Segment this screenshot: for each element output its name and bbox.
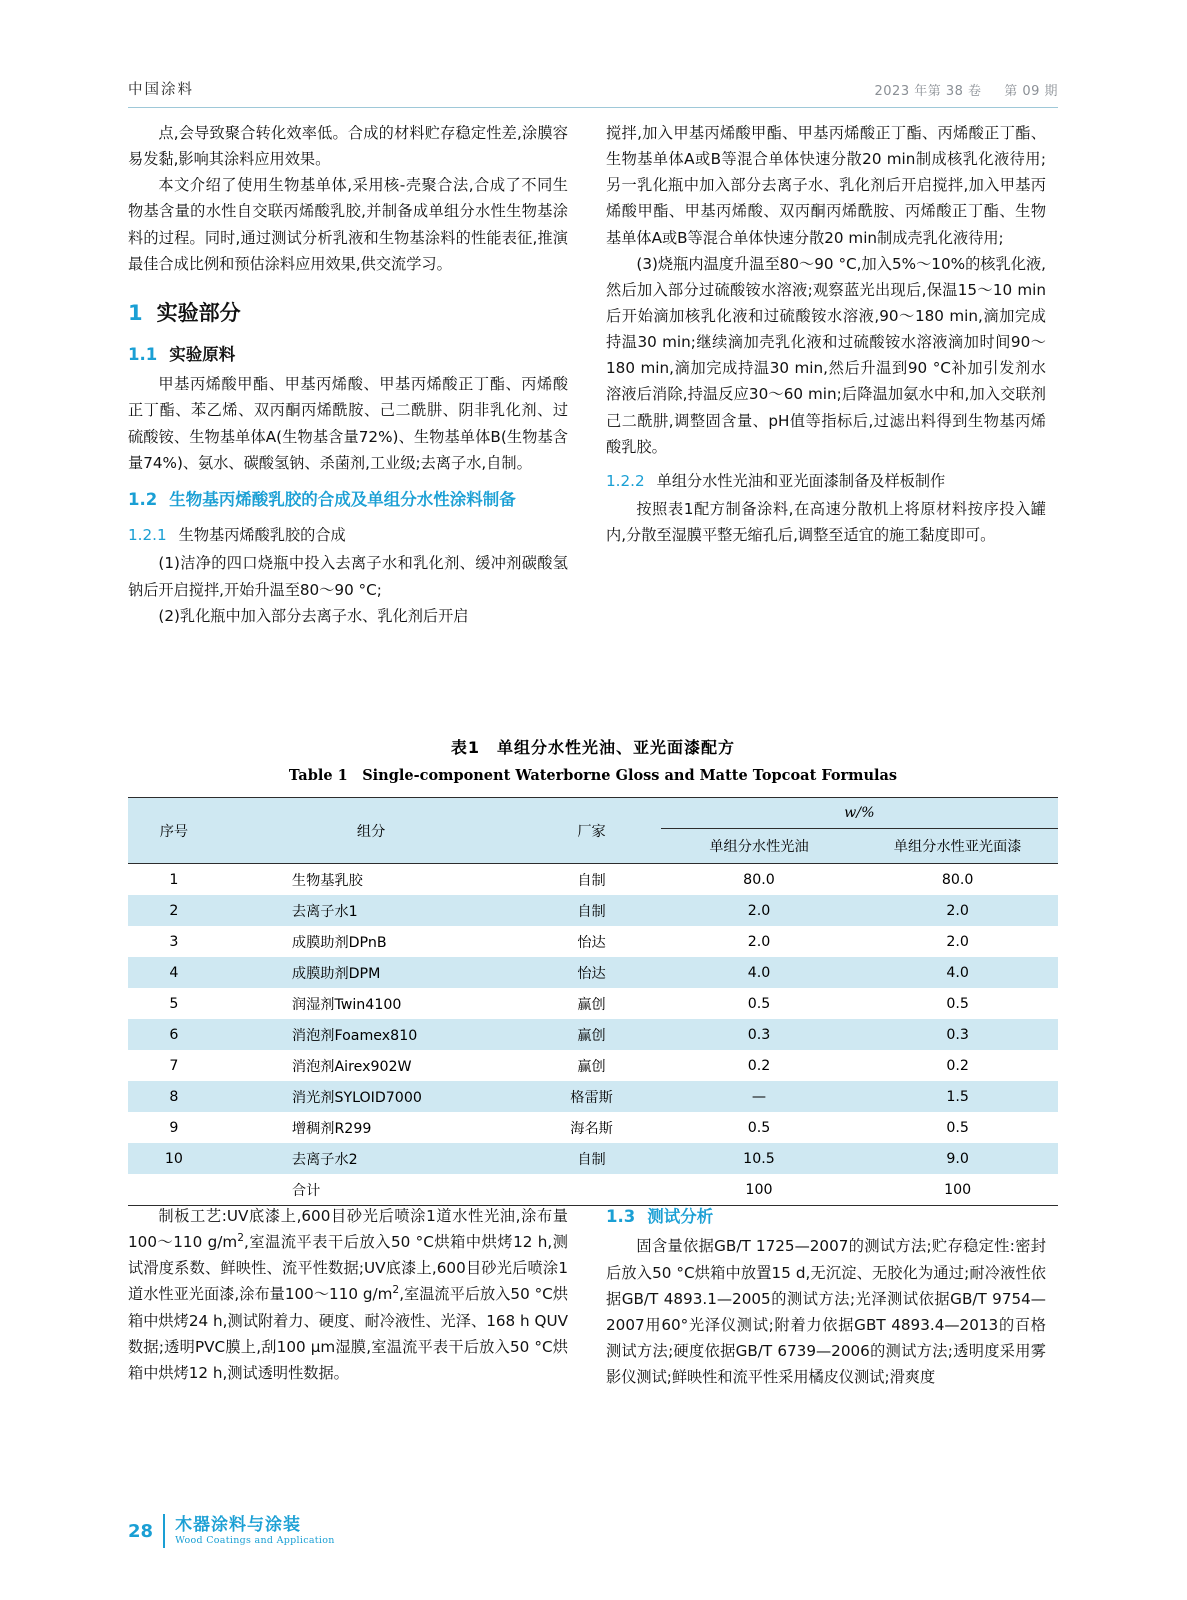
formula-table bbox=[128, 797, 1058, 1206]
table-row bbox=[128, 957, 1058, 988]
section-heading-1-2-2 bbox=[606, 468, 1046, 494]
section-heading-1-2 bbox=[128, 486, 568, 514]
cell-component: 消泡剂Foamex810 bbox=[291, 1027, 418, 1044]
cell-no: 1 bbox=[169, 871, 179, 888]
page-number: 28 bbox=[128, 1520, 154, 1542]
cell-no: 9 bbox=[169, 1119, 179, 1136]
cell-no: 6 bbox=[169, 1026, 179, 1043]
col-header-no: 序号 bbox=[128, 798, 220, 864]
page-header bbox=[128, 78, 1058, 108]
col-header-gloss: 单组分水性光油 bbox=[661, 829, 857, 864]
section-title: 生物基丙烯酸乳胶的合成 bbox=[178, 526, 346, 545]
cell-matte: 1.5 bbox=[946, 1088, 969, 1105]
footer-brand-en: Wood Coatings and Application bbox=[175, 1534, 335, 1546]
table-caption-en: Table 1 Single-component Waterborne Gloss and Matte Topcoat Formulas bbox=[288, 767, 898, 784]
issue-year: 2023 年第 38 卷 bbox=[874, 84, 982, 99]
cell-component: 消光剂SYLOID7000 bbox=[291, 1089, 422, 1106]
section-number: 1.2 bbox=[128, 489, 158, 509]
cell-no: 3 bbox=[169, 933, 179, 950]
cell-component: 去离子水1 bbox=[291, 903, 358, 920]
paragraph: (2)乳化瓶中加入部分去离子水、乳化剂后开启 bbox=[158, 606, 469, 625]
section-title: 实验部分 bbox=[156, 300, 241, 325]
table-row bbox=[128, 988, 1058, 1019]
cell-gloss: 0.3 bbox=[747, 1026, 771, 1043]
footer-brand-cn: 木器涂料与涂装 bbox=[175, 1515, 302, 1536]
cell-manufacturer: 自制 bbox=[577, 903, 606, 920]
cell-manufacturer: 赢创 bbox=[577, 996, 606, 1013]
col-header-wpercent: w/% bbox=[661, 798, 1058, 829]
section-heading-1-3 bbox=[606, 1203, 1046, 1231]
paragraph: 甲基丙烯酸甲酯、甲基丙烯酸、甲基丙烯酸正丁酯、丙烯酸正丁酯、苯乙烯、双丙酮丙烯酰胺、己二酰肼、阴非乳化剂、过硫酸铵、生物基单体A(生物基含量72%)、生物基单体B(生物基含量74%)、氨水、碳酸氢钠、杀菌剂,工业级;去离子水,自制。 bbox=[128, 375, 568, 472]
table-row bbox=[128, 1050, 1058, 1081]
cell-manufacturer: 赢创 bbox=[577, 1058, 606, 1075]
table-body bbox=[128, 864, 1058, 1206]
journal-name: 中国涂料 bbox=[128, 82, 194, 98]
text-part: ,室温流平后放入50 °C烘箱中烘烤24 h,测试附着力、硬度、耐冷液性、光泽、168 h QUV数据;透明PVC膜上,刮100 μm湿膜,室温流平表干后放入50 °C烘箱中烘烤12 h,测试透明性数据。 bbox=[128, 1285, 568, 1382]
section-title: 测试分析 bbox=[647, 1207, 714, 1226]
footer-brand bbox=[175, 1516, 335, 1546]
footer-divider bbox=[163, 1514, 165, 1548]
section-heading-1 bbox=[128, 295, 568, 331]
cell-manufacturer: 怡达 bbox=[577, 965, 606, 982]
page-footer bbox=[128, 1514, 335, 1548]
cell-gloss: 4.0 bbox=[747, 964, 771, 981]
section-number: 1.2.2 bbox=[606, 471, 645, 490]
section-heading-1-1 bbox=[128, 341, 568, 369]
col-header-manufacturer: 厂家 bbox=[522, 798, 660, 864]
table-row bbox=[128, 926, 1058, 957]
section-heading-1-2-1 bbox=[128, 522, 568, 548]
cell-gloss: 10.5 bbox=[743, 1150, 775, 1167]
section-number: 1.2.1 bbox=[128, 526, 167, 545]
cell-component: 润湿剂Twin4100 bbox=[291, 996, 402, 1013]
cell-total-label: 合计 bbox=[291, 1182, 321, 1199]
table-block bbox=[128, 735, 1058, 1206]
table-row bbox=[128, 1081, 1058, 1112]
section-number: 1.3 bbox=[606, 1207, 636, 1226]
cell-manufacturer: 海名斯 bbox=[570, 1120, 613, 1137]
cell-no: 8 bbox=[169, 1088, 179, 1105]
cell-gloss: 2.0 bbox=[747, 933, 771, 950]
cell-matte: 0.2 bbox=[946, 1057, 969, 1074]
table-row bbox=[128, 1112, 1058, 1143]
cell-no bbox=[128, 1174, 220, 1206]
section-title: 实验原料 bbox=[169, 344, 236, 364]
cell-gloss: 0.5 bbox=[747, 995, 771, 1012]
cell-gloss: 80.0 bbox=[743, 871, 775, 888]
paragraph bbox=[128, 1203, 568, 1386]
col-header-matte: 单组分水性亚光面漆 bbox=[857, 829, 1058, 864]
cell-manufacturer: 格雷斯 bbox=[570, 1089, 613, 1106]
cell-manufacturer: 怡达 bbox=[577, 934, 606, 951]
table-row bbox=[128, 864, 1058, 896]
cell-manufacturer: 自制 bbox=[577, 872, 606, 889]
cell-manufacturer: 赢创 bbox=[577, 1027, 606, 1044]
paragraph: 本文介绍了使用生物基单体,采用核-壳聚合法,合成了不同生物基含量的水性自交联丙烯酸乳胶,并制备成单组分水性生物基涂料的过程。同时,通过测试分析乳液和生物基涂料的性能表征,推演最佳合成比例和预估涂料应用效果,供交流学习。 bbox=[128, 176, 568, 273]
section-number: 1.1 bbox=[128, 344, 158, 364]
superscript: 2 bbox=[237, 1231, 244, 1245]
right-column bbox=[606, 120, 1046, 548]
cell-matte: 0.5 bbox=[946, 1119, 969, 1136]
cell-component: 成膜助剂DPM bbox=[291, 965, 381, 982]
cell-component: 成膜助剂DPnB bbox=[291, 934, 387, 951]
cell-matte: 0.5 bbox=[946, 995, 969, 1012]
cell-matte: 4.0 bbox=[946, 964, 969, 981]
col-header-component: 组分 bbox=[220, 798, 523, 864]
cell-gloss: 2.0 bbox=[747, 902, 771, 919]
cell-matte: 2.0 bbox=[946, 933, 969, 950]
cell-matte: 0.3 bbox=[946, 1026, 969, 1043]
cell-component: 去离子水2 bbox=[291, 1151, 358, 1168]
section-number: 1 bbox=[128, 300, 143, 325]
paragraph: 搅拌,加入甲基丙烯酸甲酯、甲基丙烯酸正丁酯、丙烯酸正丁酯、生物基单体A或B等混合单体快速分散20 min制成核乳化液待用;另一乳化瓶中加入部分去离子水、乳化剂后开启搅拌,加入甲基丙烯酸甲酯、甲基丙烯酸、双丙酮丙烯酰胺、丙烯酸正丁酯、生物基单体A或B等混合单体快速分散20 min制成壳乳化液待用; bbox=[606, 124, 1046, 247]
paragraph: 固含量依据GB/T 1725—2007的测试方法;贮存稳定性:密封后放入50 °C烘箱中放置15 d,无沉淀、无胶化为通过;耐冷液性依据GB/T 4893.1—2005的测试方法;光泽测试依据GB/T 9754—2007用60°光泽仪测试;附着力依据GBT 4893.4—2013的百格测试方法;硬度依据GB/T 6739—2006的测试方法;透明度采用雾影仪测试;鲜映性和流平性采用橘皮仪测试;滑爽度 bbox=[606, 1237, 1046, 1387]
cell-total-gloss: 100 bbox=[745, 1181, 773, 1198]
text-part: 制板工艺:UV底漆上,600目砂光后喷涂1道水性光油,涂布量100～110 g/m bbox=[128, 1207, 568, 1252]
cell-no: 10 bbox=[164, 1150, 183, 1167]
cell-no: 2 bbox=[169, 902, 179, 919]
paragraph: 按照表1配方制备涂料,在高速分散机上将原材料按序投入罐内,分散至湿膜平整无缩孔后,调整至适宜的施工黏度即可。 bbox=[606, 499, 1046, 545]
table-row bbox=[128, 1143, 1058, 1174]
cell-component: 消泡剂Airex902W bbox=[291, 1058, 412, 1075]
cell-gloss: — bbox=[751, 1088, 767, 1105]
cell-no: 5 bbox=[169, 995, 179, 1012]
issue-info bbox=[875, 80, 1058, 99]
left-column bbox=[128, 120, 568, 629]
cell-no: 4 bbox=[169, 964, 179, 981]
cell-matte: 9.0 bbox=[946, 1150, 969, 1167]
paragraph: 点,会导致聚合转化效率低。合成的材料贮存稳定性差,涂膜容易发黏,影响其涂料应用效果。 bbox=[128, 124, 568, 169]
table-caption-cn: 表1 单组分水性光油、亚光面漆配方 bbox=[450, 738, 736, 757]
table-header-row bbox=[128, 798, 1058, 829]
bottom-left-column bbox=[128, 1203, 568, 1386]
section-title: 生物基丙烯酸乳胶的合成及单组分水性涂料制备 bbox=[169, 489, 516, 509]
paragraph: (3)烧瓶内温度升温至80～90 °C,加入5%～10%的核乳化液,然后加入部分过硫酸铵水溶液;观察蓝光出现后,保温15～10 min后开始滴加核乳化液和过硫酸铵水溶液,90～180 min,滴加完成持温30 min;继续滴加壳乳化液和过硫酸铵水溶液滴加时间90～180 min,滴加完成持温30 min,然后升温到90 °C补加引发剂水溶液后消除,持温反应30～60 min;后降温加氨水中和,加入交联剂己二酰肼,调整固含量、pH值等指标后,过滤出料得到生物基丙烯酸乳胶。 bbox=[606, 254, 1046, 456]
bottom-right-column bbox=[606, 1203, 1046, 1390]
cell-manufacturer bbox=[522, 1174, 660, 1206]
issue-number: 第 09 期 bbox=[1004, 84, 1058, 99]
table-total-row bbox=[128, 1174, 1058, 1206]
superscript: 2 bbox=[392, 1283, 400, 1297]
table-row bbox=[128, 1019, 1058, 1050]
paragraph: (1)洁净的四口烧瓶中投入去离子水和乳化剂、缓冲剂碳酸氢钠后开启搅拌,开始升温至80～90 °C; bbox=[128, 554, 568, 599]
table-row bbox=[128, 895, 1058, 926]
cell-matte: 80.0 bbox=[941, 871, 974, 888]
cell-manufacturer: 自制 bbox=[577, 1151, 606, 1168]
section-title: 单组分水性光油和亚光面漆制备及样板制作 bbox=[656, 471, 946, 490]
cell-gloss: 0.5 bbox=[747, 1119, 771, 1136]
cell-gloss: 0.2 bbox=[747, 1057, 771, 1074]
text-part: ,室温流平表干后放入50 °C烘箱中烘烤12 h,测试滑度系数、鲜映性、流平性数据;UV底漆上,600目砂光后喷涂1道水性亚光面漆,涂布量100～110 g/m bbox=[128, 1233, 568, 1304]
cell-total-matte: 100 bbox=[944, 1181, 972, 1198]
cell-component: 生物基乳胶 bbox=[291, 872, 363, 889]
cell-no: 7 bbox=[169, 1057, 179, 1074]
cell-component: 增稠剂R299 bbox=[291, 1120, 372, 1137]
cell-matte: 2.0 bbox=[946, 902, 969, 919]
